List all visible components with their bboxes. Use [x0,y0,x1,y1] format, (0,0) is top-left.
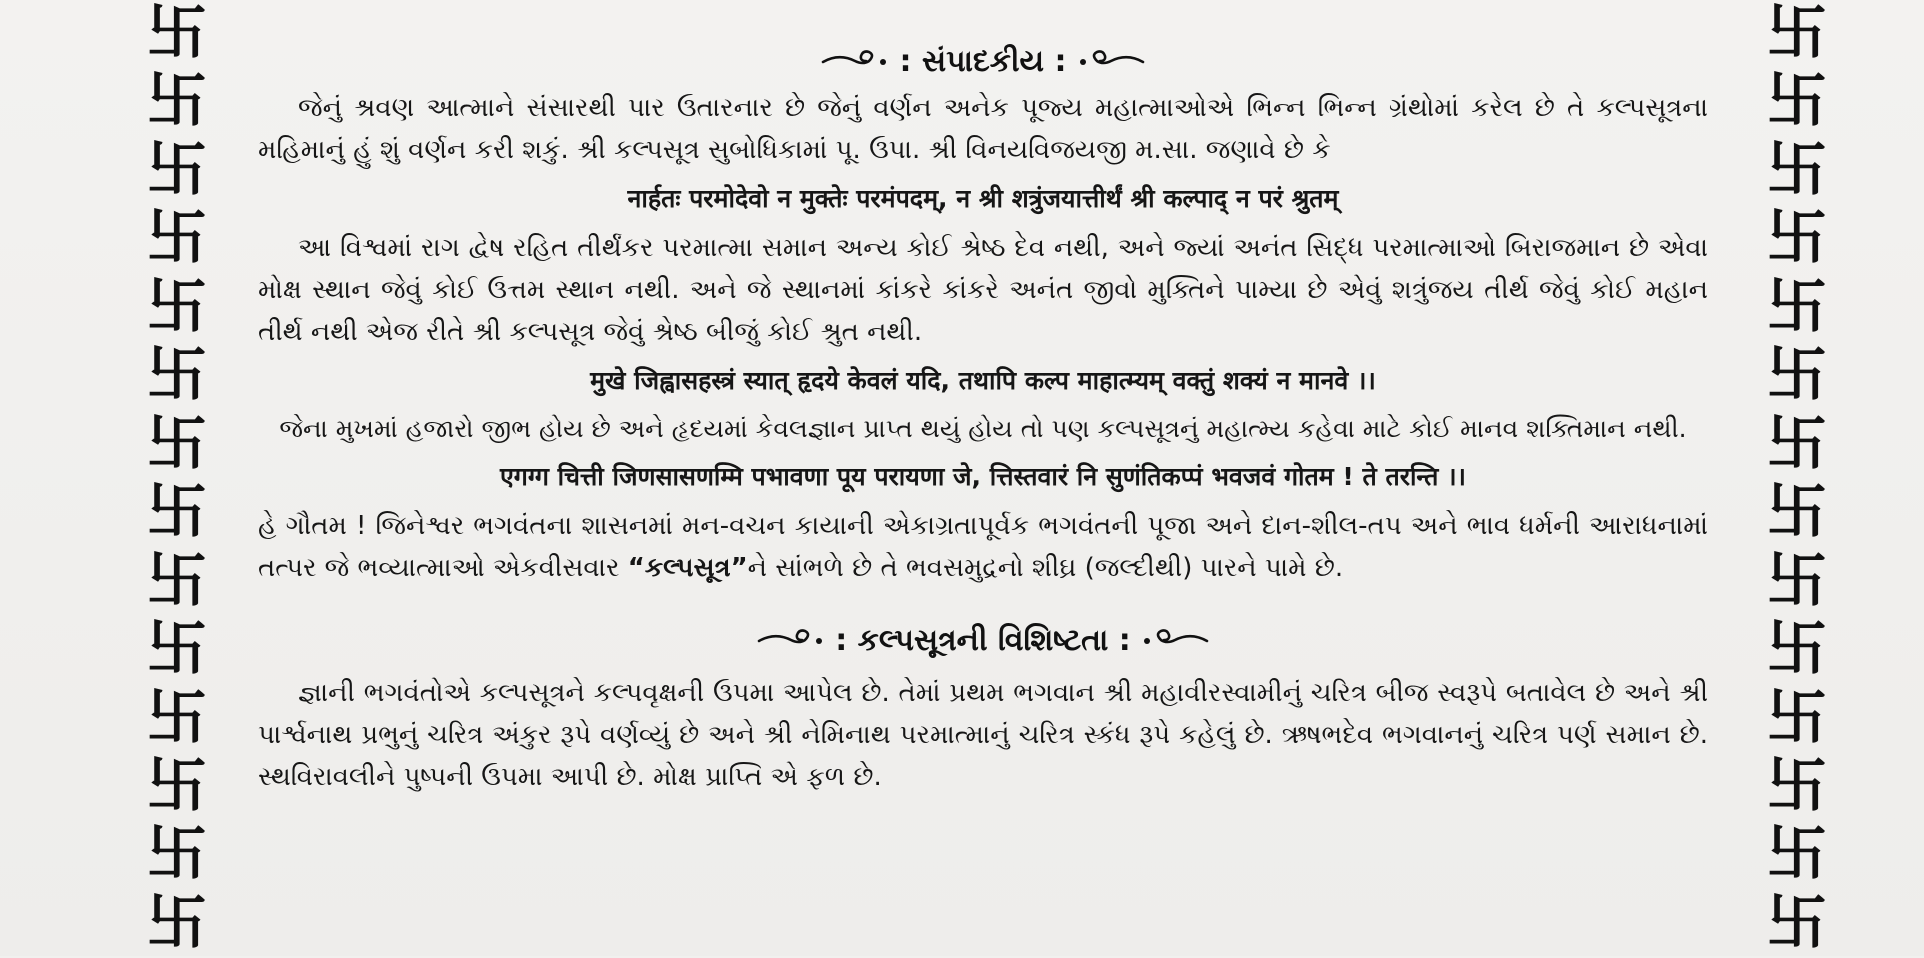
swastika-icon: 卐 [1767,887,1827,958]
swastika-icon: 卐 [1767,66,1827,137]
swastika-icon: 卐 [147,134,207,205]
swastika-icon: 卐 [147,750,207,821]
swastika-icon: 卐 [147,477,207,548]
swastika-icon: 卐 [147,340,207,411]
paragraph-intro: જેનું શ્રવણ આત્માને સંસારથી પાર ઉતારનાર છે જેનું વર્ણન અનેક પૂજ્ય મહાત્માઓએ ભિન્ન ભિન્ન ગ્રંથોમાં કરેલ છે તે કલ્પસૂત્રના મહિમાનું હું શું વર્ણન કરી શકું. શ્રી કલ્પસૂત્ર સુબોધિકામાં પૂ. ઉપા. શ્રી વિનયવિજયજી મ.સા. જણાવે છે કે [258,93,1708,165]
paragraph-kalpavruksha: જ્ઞાની ભગવંતોએ કલ્પસૂત્રને કલ્પવૃક્ષની ઉપમા આપેલ છે. તેમાં પ્રથમ ભગવાન શ્રી મહાવીરસ્વામીનું ચરિત્ર બીજ સ્વરૂપે બતાવેલ છે અને શ્રી પાર્શ્વનાથ પ્રભુનું ચરિત્ર અંકુર રૂપે વર્ણવ્યું છે અને શ્રી નેમિનાથ પરમાત્માનું ચરિત્ર સ્કંધ રૂપે કહેલું છે. ઋષભદેવ ભગવાનનું ચરિત્ર પર્ણ સમાન છે. સ્થવિરાવલીને પુષ્પની ઉપમા આપી છે. મોક્ષ પ્રાપ્તિ એ ફળ છે. [258,678,1708,792]
heading-title: : કલ્પસૂત્રની વિશિષ્ટતા : [835,623,1131,658]
swastika-icon: 卐 [147,408,207,479]
paragraph-explanation-2: જેના મુખમાં હજારો જીભ હોય છે અને હૃદયમાં કેવલજ્ઞાન પ્રાપ્ત થયું હોય તો પણ કલ્પસૂત્રનું મહાત્મ્ય કહેવા માટે કોઈ માનવ શક્તિમાન નથી. [279,414,1687,443]
swastika-icon: 卐 [1767,614,1827,685]
swastika-icon: 卐 [1767,408,1827,479]
prakrit-verse-3: एगग्ग चित्ती जिणसासणम्मि पभावणा पूय परायणा जे, त्तिस्तवारं नि सुणंतिकप्पं भवजवं गोतम ! ते तरन्ति ।। [499,462,1467,491]
swastika-icon: 卐 [1767,340,1827,411]
swirl-ornament-left-icon [757,626,827,656]
swastika-icon: 卐 [1767,750,1827,821]
swastika-icon: 卐 [147,887,207,958]
swastika-icon: 卐 [147,614,207,685]
swastika-icon: 卐 [1767,545,1827,616]
swastika-icon: 卐 [1767,477,1827,548]
swastika-icon: 卐 [1767,271,1827,342]
paragraph-explanation-1: આ વિશ્વમાં રાગ દ્વેષ રહિત તીર્થંકર પરમાત્મા સમાન અન્ય કોઈ શ્રેષ્ઠ દેવ નથી, અને જ્યાં અનંત સિદ્ધ પરમાત્માઓ બિરાજમાન છે એવા મોક્ષ સ્થાન જેવું કોઈ ઉત્તમ સ્થાન નથી. અને જે સ્થાનમાં કાંકરે કાંકરે અનંત જીવો મુક્તિને પામ્યા છે એવું શત્રુંજય તીર્થ જેવું કોઈ મહાન તીર્થ નથી એજ રીતે શ્રી કલ્પસૂત્ર જેવું શ્રેષ્ઠ બીજું કોઈ શ્રુત નથી. [258,233,1708,347]
kalpasutra-emphasis: “કલ્પસૂત્ર” [627,553,748,583]
swastika-icon: 卐 [1767,0,1827,68]
swirl-ornament-right-icon [1075,47,1145,77]
swastika-icon: 卐 [1767,134,1827,205]
section-heading-editorial [258,44,1708,79]
paragraph-explanation-3 [258,505,1708,589]
paragraph-text-start: હે ગૌતમ ! જિનેશ્વર ભગવંતના શાસનમાં મન-વચન કાયાની એકાગ્રતાપૂર્વક ભગવંતની પૂજા અને દાન-શીલ-તપ અને ભાવ ધર્મની આરાધનામાં તત્પર જે ભવ્યાત્માઓ એકવીસવાર [258,511,1708,583]
swastika-icon: 卐 [147,682,207,753]
swastika-icon: 卐 [147,66,207,137]
sanskrit-verse-1: नार्हतः परमोदेवो न मुक्तेः परमंपदम्, न श्री शत्रुंजयात्तीर्थं श्री कल्पाद् न परं श्रुतम् [627,184,1339,213]
swastika-icon: 卐 [147,0,207,68]
swastika-icon: 卐 [147,545,207,616]
swastika-icon: 卐 [147,203,207,274]
swastika-icon: 卐 [1767,682,1827,753]
main-content [258,44,1708,944]
swastika-icon: 卐 [147,819,207,890]
swirl-ornament-left-icon [821,47,891,77]
right-swastika-border [1752,0,1842,956]
swastika-icon: 卐 [1767,819,1827,890]
sanskrit-verse-2: मुखे जिह्वासहस्त्रं स्यात् हृदये केवलं यदि, तथापि कल्प माहात्म्यम् वक्तुं शक्यं न मानवे ।। [590,366,1376,395]
heading-title: : સંપાદકીય : [899,44,1067,79]
section-heading-uniqueness [258,623,1708,658]
left-swastika-border [132,0,222,956]
swirl-ornament-right-icon [1139,626,1209,656]
swastika-icon: 卐 [147,271,207,342]
paragraph-text-end: ને સાંભળે છે તે ભવસમુદ્રનો શીઘ્ર (જલ્દીથી) પારને પામે છે. [747,553,1344,583]
swastika-icon: 卐 [1767,203,1827,274]
